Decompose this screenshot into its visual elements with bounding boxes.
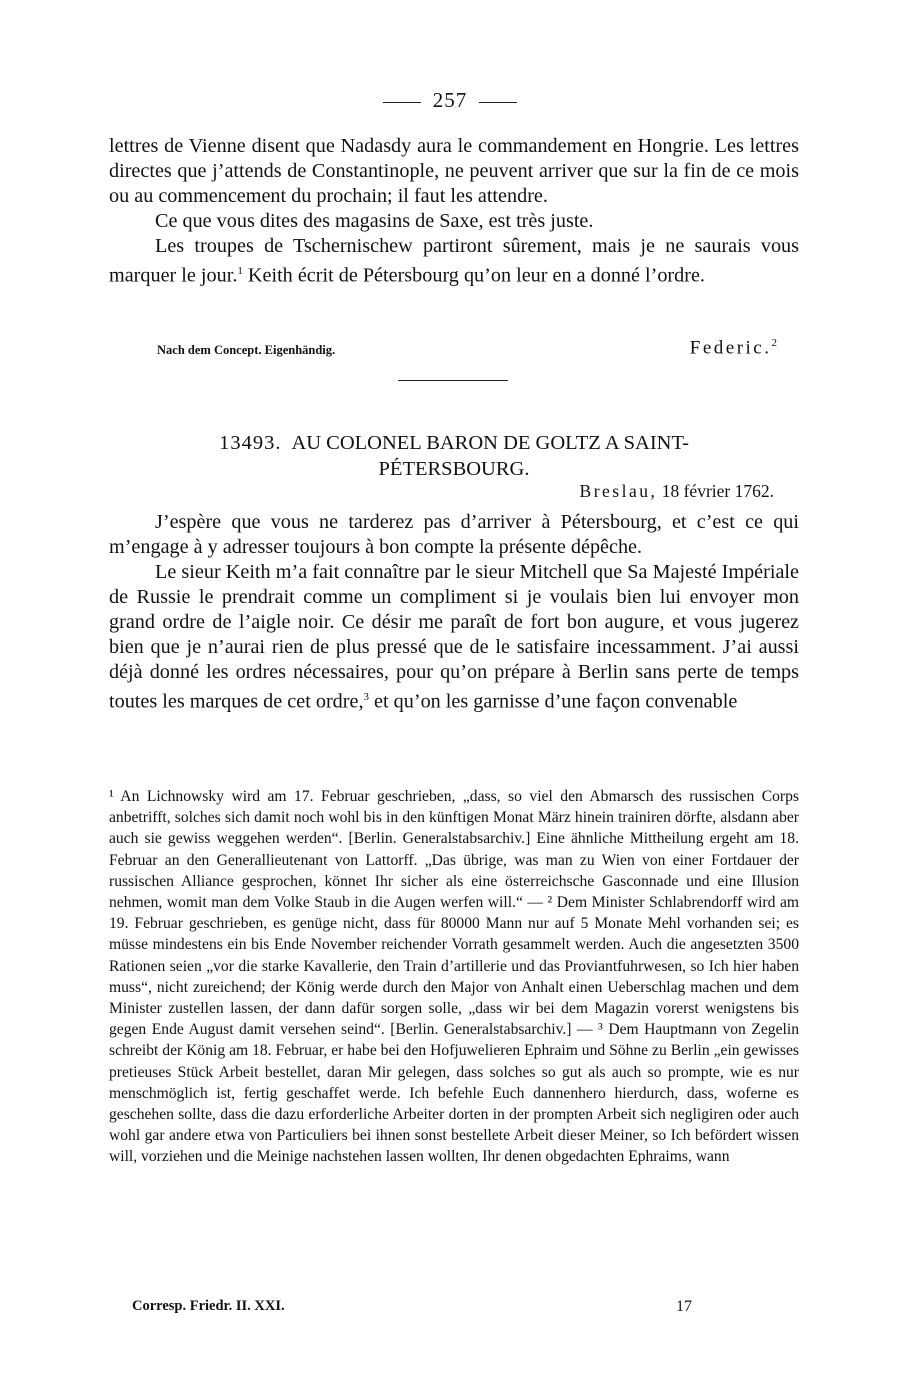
paragraph-text: Keith écrit de Pétersbourg qu’on leur en a donné l’ordre. bbox=[242, 264, 705, 287]
footnote-ref: 1 bbox=[237, 265, 243, 277]
footnote-ref: 2 bbox=[771, 337, 777, 349]
footnote-ref: 3 bbox=[363, 691, 369, 703]
running-head bbox=[0, 88, 900, 113]
letter-title-line2: PÉTERSBOURG. bbox=[378, 458, 530, 480]
dateline-place: Breslau, bbox=[579, 481, 658, 501]
signature-mark: 17 bbox=[676, 1298, 692, 1315]
head-dash-left bbox=[383, 102, 421, 103]
letter-title-line1: AU COLONEL BARON DE GOLTZ A SAINT- bbox=[291, 432, 689, 454]
signature-name: Federic. bbox=[689, 337, 772, 359]
signature bbox=[690, 337, 777, 359]
head-dash-right bbox=[479, 102, 517, 103]
dateline bbox=[580, 481, 774, 502]
page-number: 257 bbox=[432, 88, 468, 112]
paragraph-text: Les troupes de Tschernischew partiront sûrement, mais je ne saurais vous marquer le jour. bbox=[109, 235, 799, 287]
paragraph: Ce que vous dites des magasins de Saxe, est très juste. bbox=[155, 210, 594, 232]
dateline-date: 18 février 1762. bbox=[661, 481, 774, 501]
page-footer bbox=[132, 1298, 692, 1315]
letter-body bbox=[109, 510, 799, 715]
letter-continuation bbox=[109, 134, 799, 289]
footnote-text: ¹ An Lichnowsky wird am 17. Februar geschrieben, „dass, so viel den Abmarsch des russischen Corps anbetrifft, solches sich damit noch wohl bis in den künftigen Monat März hinein trainiren dörfte, alsdann aber auch sie gewiss weggehen werden“. [Berlin. Generalstabsarchiv.] Eine ähnliche Mittheilung ergeht am 18. Februar an den Generallieutenant von Lattorff. „Das übrige, was man zu Wien von einer Fortdauer der russischen Alliance gesprochen, könnet Ihr sicher als eine österreichsche Gasconnade und eine Illusion nehmen, womit man dem Volke Staub in die Augen werfen will.“ — ² Dem Minister Schlabrendorff wird am 19. Februar geschrieben, es genüge nicht, dass für 80000 Mann nur auf 5 Monate Mehl vorhanden sei; es müsse mindestens ein bis Ende November reichender Vorrath gesammelt werden. Auch die angesetzten 3500 Rationen seien „vor die starke Kavallerie, den Train d’artillerie und das Proviantfuhrwesen, so Ich hier haben muss“, nicht zureichend; der König werde durch den Major von Anhalt einen Ueberschlag machen und dem Minister zustellen lassen, der dann dafür sorgen solle, „dass wir bei dem Magazin vorerst wenigstens bis gegen Ende August damit versehen seind“. [Berlin. Generalstabsarchiv.] — ³ Dem Hauptmann von Zegelin schreibt der König am 18. Februar, er habe bei den Hofjuwelieren Ephraim und Söhne zu Berlin „ein gewisses pretieuses Stück Arbeit bestellet, daran Mir gelegen, dass solches so gut als auch so prompte, wie es nur menschmöglich ist, fertig geschaffet werde. Ich befehle Euch dannenhero hierdurch, dass, woferne es geschehen sollte, dass die dazu erforderliche Arbeiter dorten in der prompten Arbeit sich negligiren oder auch wohl gar andere etwa von Particuliers bei ihnen sonst bestellete Arbeit dieser Meiner, so Ich befördert wissen will, vorziehen und die Meinige nachstehen lassen wollten, Ihr denen obgedachten Ephraims, wann bbox=[109, 788, 799, 1166]
source-note: Nach dem Concept. Eigenhändig. bbox=[157, 343, 336, 357]
section-divider bbox=[398, 380, 508, 381]
paragraph: J’espère que vous ne tarderez pas d’arriver à Pétersbourg, et c’est ce qui m’engage à y adresser toujours à bon compte la présente dépêche. bbox=[109, 511, 799, 558]
letter-heading bbox=[109, 430, 799, 482]
footnotes bbox=[109, 786, 799, 1168]
letter-number: 13493. bbox=[219, 432, 282, 454]
paragraph bbox=[109, 560, 799, 715]
paragraph-text: Le sieur Keith m’a fait connaître par le sieur Mitchell que Sa Majesté Impériale de Russie le prendrait comme un compliment si je voulais bien lui envoyer mon grand ordre de l’aigle noir. Ce désir me paraît de fort bon augure, et vous jugerez bien que je n’aurai rien de plus pressé que de le satisfaire incessamment. J’ai aussi déjà donné les ordres nécessaires, pour qu’on prépare à Berlin sans perte de temps toutes les marques de cet ordre, bbox=[109, 561, 799, 713]
paragraph: lettres de Vienne disent que Nadasdy aura le commandement en Hongrie. Les lettres directes que j’attends de Constantinople, ne peuvent arriver que sur la fin de ce mois ou au commencement du prochain; il faut les attendre. bbox=[109, 135, 799, 207]
paragraph-text: et qu’on les garnisse d’une façon convenable bbox=[369, 690, 738, 713]
footer-citation: Corresp. Friedr. II. XXI. bbox=[132, 1298, 285, 1314]
paragraph bbox=[109, 234, 799, 289]
